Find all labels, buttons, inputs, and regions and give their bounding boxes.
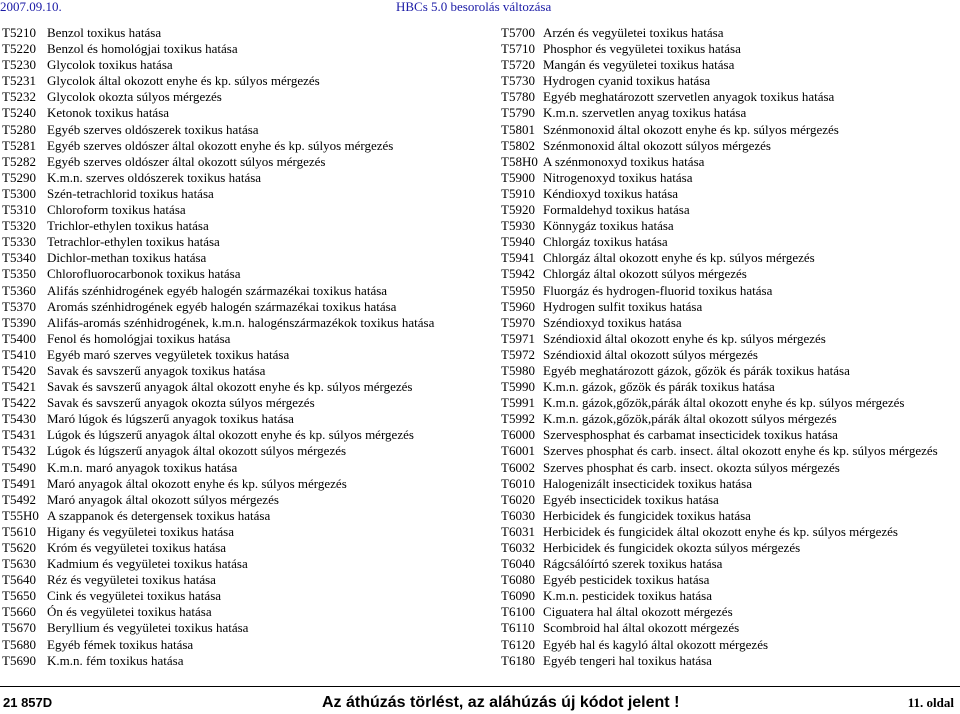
- code-id: T5240: [2, 105, 36, 121]
- code-row: [501, 57, 956, 73]
- code-description: Tetrachlor-ethylen toxikus hatása: [47, 234, 220, 250]
- code-description: Maró anyagok által okozott súlyos mérgezés: [47, 491, 279, 507]
- code-description: Egyéb tengeri hal toxikus hatása: [543, 652, 712, 668]
- code-id: T5972: [501, 346, 535, 362]
- code-description: Glycolok okozta súlyos mérgezés: [47, 89, 222, 105]
- code-description: Széndioxyd toxikus hatása: [543, 314, 682, 330]
- code-id: T5410: [2, 346, 36, 362]
- code-description: Hydrogen cyanid toxikus hatása: [543, 73, 711, 89]
- code-description: Hydrogen sulfit toxikus hatása: [543, 298, 703, 314]
- code-id: T5230: [2, 57, 36, 73]
- code-row: [501, 460, 956, 476]
- code-id: T5980: [501, 362, 535, 378]
- code-id: T5422: [2, 395, 36, 411]
- code-row: [2, 347, 472, 363]
- code-description: Lúgok és lúgszerű anyagok által okozott súlyos mérgezés: [47, 443, 347, 459]
- code-row: [501, 202, 956, 218]
- code-description: K.m.n. gázok,gőzök,párák által okozott enyhe és kp. súlyos mérgezés: [543, 395, 905, 411]
- code-id: T6120: [501, 636, 535, 652]
- code-id: T5432: [2, 443, 36, 459]
- code-row: [2, 105, 472, 121]
- code-row: [2, 73, 472, 89]
- code-description: Maró lúgok és lúgszerű anyagok toxikus hatása: [47, 411, 294, 427]
- code-id: T5930: [501, 218, 535, 234]
- code-row: [2, 427, 472, 443]
- code-id: T5360: [2, 282, 36, 298]
- code-description: Egyéb hal és kagyló által okozott mérgezés: [543, 636, 769, 652]
- code-row: [2, 588, 472, 604]
- code-list-right: [501, 25, 956, 669]
- code-row: [501, 105, 956, 121]
- code-id: T5210: [2, 25, 36, 40]
- code-description: Széndioxid által okozott enyhe és kp. súlyos mérgezés: [543, 330, 826, 346]
- code-row: [501, 427, 956, 443]
- code-description: Kéndioxyd toxikus hatása: [543, 185, 679, 201]
- code-description: Egyéb szerves oldószer által okozott enyhe és kp. súlyos mérgezés: [47, 137, 394, 153]
- code-row: [2, 122, 472, 138]
- code-description: Fluorgáz és hydrogen-fluorid toxikus hatása: [543, 282, 773, 298]
- code-description: Savak és savszerű anyagok által okozott enyhe és kp. súlyos mérgezés: [47, 379, 413, 395]
- code-row: [2, 443, 472, 459]
- code-id: T6000: [501, 427, 535, 443]
- code-id: T6010: [501, 475, 535, 491]
- code-id: T5940: [501, 234, 535, 250]
- code-id: T5920: [501, 202, 535, 218]
- code-description: Szénmonoxid által okozott súlyos mérgezés: [543, 137, 771, 153]
- code-description: Lúgok és lúgszerű anyagok által okozott enyhe és kp. súlyos mérgezés: [47, 427, 414, 443]
- code-row: [501, 122, 956, 138]
- code-id: T6020: [501, 491, 535, 507]
- code-description: Cink és vegyületei toxikus hatása: [47, 588, 222, 604]
- code-row: [2, 637, 472, 653]
- code-row: [2, 395, 472, 411]
- code-description: Szerves phosphat és carb. insect. okozta súlyos mérgezés: [543, 459, 840, 475]
- code-row: [501, 186, 956, 202]
- code-description: Chlorofluorocarbonok toxikus hatása: [47, 266, 241, 282]
- code-row: [2, 299, 472, 315]
- code-description: Rágcsálóírtó szerek toxikus hatása: [543, 556, 723, 572]
- code-row: [2, 492, 472, 508]
- code-description: A szénmonoxyd toxikus hatása: [543, 153, 705, 169]
- code-description: Egyéb fémek toxikus hatása: [47, 636, 194, 652]
- code-row: [501, 234, 956, 250]
- code-row: [501, 524, 956, 540]
- code-description: Herbicidek és fungicidek okozta súlyos mérgezés: [543, 540, 801, 555]
- code-description: Benzol és homológjai toxikus hatása: [47, 41, 238, 57]
- code-description: Aromás szénhidrogének egyéb halogén származékai toxikus hatása: [47, 298, 397, 314]
- code-description: K.m.n. gázok, gőzök és párák toxikus hatása: [543, 379, 775, 395]
- code-description: K.m.n. pesticidek toxikus hatása: [543, 588, 712, 604]
- code-description: Ón és vegyületei toxikus hatása: [47, 604, 212, 620]
- code-id: T6002: [501, 459, 535, 475]
- code-row: [2, 524, 472, 540]
- code-id: T5680: [2, 636, 36, 652]
- code-row: [501, 379, 956, 395]
- code-description: Nitrogenoxyd toxikus hatása: [543, 169, 693, 185]
- code-row: [501, 637, 956, 653]
- code-row: [2, 540, 472, 556]
- code-description: Szerves phosphat és carb. insect. által okozott enyhe és kp. súlyos mérgezés: [543, 443, 938, 459]
- code-row: [2, 89, 472, 105]
- code-id: T5231: [2, 73, 36, 89]
- code-row: [501, 315, 956, 331]
- code-id: T5320: [2, 218, 36, 234]
- code-id: T5491: [2, 475, 36, 491]
- code-id: T6040: [501, 556, 535, 572]
- code-id: T5300: [2, 185, 36, 201]
- code-row: [2, 283, 472, 299]
- code-id: T5330: [2, 234, 36, 250]
- code-description: K.m.n. maró anyagok toxikus hatása: [47, 459, 238, 475]
- code-id: T5620: [2, 540, 36, 555]
- code-description: Savak és savszerű anyagok toxikus hatása: [47, 362, 266, 378]
- code-id: T5490: [2, 459, 36, 475]
- code-description: Benzol toxikus hatása: [47, 25, 162, 40]
- code-row: [501, 154, 956, 170]
- header-date: 2007.09.10.: [0, 0, 62, 14]
- code-row: [501, 620, 956, 636]
- code-row: [501, 347, 956, 363]
- code-id: T5660: [2, 604, 36, 620]
- code-id: T5430: [2, 411, 36, 427]
- code-id: T6030: [501, 507, 535, 523]
- code-row: [2, 41, 472, 57]
- code-description: Mangán és vegyületei toxikus hatása: [543, 57, 735, 73]
- code-id: T5431: [2, 427, 36, 443]
- code-id: T5640: [2, 572, 36, 588]
- code-description: K.m.n. fém toxikus hatása: [47, 652, 184, 668]
- code-id: T5960: [501, 298, 535, 314]
- code-row: [501, 25, 956, 41]
- code-description: Kadmium és vegyületei toxikus hatása: [47, 556, 248, 572]
- code-id: T5730: [501, 73, 535, 89]
- header-title: HBCs 5.0 besorolás változása: [396, 0, 552, 14]
- code-description: Glycolok toxikus hatása: [47, 57, 173, 73]
- code-row: [501, 299, 956, 315]
- code-description: K.m.n. szervetlen anyag toxikus hatása: [543, 105, 747, 121]
- code-row: [501, 540, 956, 556]
- code-description: Formaldehyd toxikus hatása: [543, 202, 690, 218]
- code-id: T6031: [501, 523, 535, 539]
- code-description: Egyéb insecticidek toxikus hatása: [543, 491, 719, 507]
- code-list-left: [2, 25, 472, 669]
- code-id: T5390: [2, 314, 36, 330]
- code-id: T5280: [2, 121, 36, 137]
- code-id: T5400: [2, 330, 36, 346]
- code-description: Egyéb szerves oldószer által okozott súlyos mérgezés: [47, 153, 326, 169]
- code-id: T5720: [501, 57, 535, 73]
- code-row: [2, 331, 472, 347]
- code-id: T6080: [501, 572, 535, 588]
- code-row: [501, 266, 956, 282]
- code-row: [501, 363, 956, 379]
- code-row: [501, 572, 956, 588]
- code-description: Szervesphosphat és carbamat insecticidek toxikus hatása: [543, 427, 838, 443]
- code-row: [501, 250, 956, 266]
- code-id: T5310: [2, 202, 36, 218]
- code-id: T5690: [2, 652, 36, 668]
- code-id: T5780: [501, 89, 535, 105]
- code-row: [501, 138, 956, 154]
- footer-divider: [0, 686, 960, 687]
- code-id: T5630: [2, 556, 36, 572]
- code-id: T5950: [501, 282, 535, 298]
- code-row: [501, 89, 956, 105]
- code-description: Dichlor-methan toxikus hatása: [47, 250, 207, 266]
- code-row: [501, 170, 956, 186]
- code-row: [501, 604, 956, 620]
- code-description: Alifás szénhidrogének egyéb halogén származékai toxikus hatása: [47, 282, 388, 298]
- code-id: T5610: [2, 523, 36, 539]
- code-description: Beryllium és vegyületei toxikus hatása: [47, 620, 249, 636]
- code-row: [501, 283, 956, 299]
- code-row: [501, 395, 956, 411]
- code-row: [2, 460, 472, 476]
- code-row: [2, 25, 472, 41]
- code-description: Széndioxid által okozott súlyos mérgezés: [543, 346, 758, 362]
- code-description: Réz és vegyületei toxikus hatása: [47, 572, 216, 588]
- code-description: Chloroform toxikus hatása: [47, 202, 186, 218]
- code-row: [2, 476, 472, 492]
- code-description: A szappanok és detergensek toxikus hatása: [47, 507, 271, 523]
- code-id: T5421: [2, 379, 36, 395]
- code-description: Egyéb meghatározott szervetlen anyagok toxikus hatása: [543, 89, 835, 105]
- code-id: T5492: [2, 491, 36, 507]
- code-row: [501, 492, 956, 508]
- code-id: T5710: [501, 41, 535, 57]
- code-id: T5340: [2, 250, 36, 266]
- code-id: T5282: [2, 153, 36, 169]
- code-row: [2, 138, 472, 154]
- code-row: [2, 620, 472, 636]
- code-row: [501, 476, 956, 492]
- code-id: T5790: [501, 105, 535, 121]
- code-row: [2, 170, 472, 186]
- code-id: T6180: [501, 652, 535, 668]
- code-id: T5971: [501, 330, 535, 346]
- code-description: Chlorgáz által okozott súlyos mérgezés: [543, 266, 747, 282]
- code-description: Chlorgáz toxikus hatása: [543, 234, 668, 250]
- code-id: T5232: [2, 89, 36, 105]
- code-id: T5281: [2, 137, 36, 153]
- code-row: [2, 57, 472, 73]
- code-row: [501, 41, 956, 57]
- code-id: T5942: [501, 266, 535, 282]
- code-row: [2, 266, 472, 282]
- code-row: [501, 331, 956, 347]
- code-description: Alifás-aromás szénhidrogének, k.m.n. halogénszármazékok toxikus hatása: [47, 314, 435, 330]
- code-description: Egyéb szerves oldószerek toxikus hatása: [47, 121, 259, 137]
- code-description: Chlorgáz által okozott enyhe és kp. súlyos mérgezés: [543, 250, 815, 266]
- code-description: Króm és vegyületei toxikus hatása: [47, 540, 227, 555]
- code-description: Scombroid hal által okozott mérgezés: [543, 620, 740, 636]
- code-description: Szén-tetrachlorid toxikus hatása: [47, 185, 214, 201]
- footer-page-number: 11. oldal: [907, 695, 954, 710]
- code-row: [2, 363, 472, 379]
- code-description: Maró anyagok által okozott enyhe és kp. súlyos mérgezés: [47, 475, 347, 491]
- code-id: T5802: [501, 137, 535, 153]
- code-description: Halogenizált insecticidek toxikus hatása: [543, 475, 753, 491]
- code-id: T58H0: [501, 153, 538, 169]
- code-id: T5700: [501, 25, 535, 40]
- code-row: [2, 379, 472, 395]
- code-description: Arzén és vegyületei toxikus hatása: [543, 25, 724, 40]
- code-id: T6090: [501, 588, 535, 604]
- code-description: Könnygáz toxikus hatása: [543, 218, 674, 234]
- code-id: T5900: [501, 169, 535, 185]
- code-description: K.m.n. szerves oldószerek toxikus hatása: [47, 169, 262, 185]
- code-id: T5990: [501, 379, 535, 395]
- code-description: Herbicidek és fungicidek által okozott enyhe és kp. súlyos mérgezés: [543, 523, 898, 539]
- code-row: [2, 508, 472, 524]
- code-row: [501, 588, 956, 604]
- footer-note: Az áthúzás törlést, az aláhúzás új kódot jelent !: [322, 694, 680, 711]
- code-description: Egyéb meghatározott gázok, gőzök és párák toxikus hatása: [543, 362, 850, 378]
- code-row: [501, 556, 956, 572]
- code-row: [501, 508, 956, 524]
- code-row: [2, 234, 472, 250]
- code-row: [2, 250, 472, 266]
- code-id: T5670: [2, 620, 36, 636]
- code-description: Fenol és homológjai toxikus hatása: [47, 330, 231, 346]
- footer-doc-id: 21 857D: [3, 695, 53, 710]
- code-id: T6110: [501, 620, 535, 636]
- code-id: T6100: [501, 604, 535, 620]
- code-id: T55H0: [2, 507, 39, 523]
- code-row: [501, 73, 956, 89]
- code-description: Higany és vegyületei toxikus hatása: [47, 523, 235, 539]
- code-description: Ketonok toxikus hatása: [47, 105, 170, 121]
- code-id: T5220: [2, 41, 36, 57]
- code-id: T5970: [501, 314, 535, 330]
- code-row: [2, 218, 472, 234]
- code-description: Trichlor-ethylen toxikus hatása: [47, 218, 209, 234]
- code-row: [2, 186, 472, 202]
- code-description: Herbicidek és fungicidek toxikus hatása: [543, 507, 751, 523]
- code-description: Glycolok által okozott enyhe és kp. súlyos mérgezés: [47, 73, 320, 89]
- code-description: Phosphor és vegyületei toxikus hatása: [543, 41, 741, 57]
- code-row: [2, 556, 472, 572]
- code-id: T5801: [501, 121, 535, 137]
- code-id: T5650: [2, 588, 36, 604]
- code-id: T6032: [501, 540, 535, 555]
- code-row: [2, 572, 472, 588]
- code-row: [2, 154, 472, 170]
- code-description: Ciguatera hal által okozott mérgezés: [543, 604, 733, 620]
- code-id: T6001: [501, 443, 535, 459]
- code-row: [2, 411, 472, 427]
- code-id: T5290: [2, 169, 36, 185]
- code-id: T5370: [2, 298, 36, 314]
- code-description: Szénmonoxid által okozott enyhe és kp. súlyos mérgezés: [543, 121, 839, 137]
- code-row: [501, 653, 956, 669]
- code-row: [501, 411, 956, 427]
- code-description: Egyéb maró szerves vegyületek toxikus hatása: [47, 346, 290, 362]
- code-id: T5941: [501, 250, 535, 266]
- code-id: T5350: [2, 266, 36, 282]
- code-description: K.m.n. gázok,gőzök,párák által okozott súlyos mérgezés: [543, 411, 837, 427]
- code-row: [2, 653, 472, 669]
- code-row: [2, 202, 472, 218]
- code-id: T5910: [501, 185, 535, 201]
- code-id: T5420: [2, 362, 36, 378]
- code-description: Savak és savszerű anyagok okozta súlyos mérgezés: [47, 395, 315, 411]
- code-row: [2, 315, 472, 331]
- code-row: [501, 443, 956, 459]
- code-id: T5991: [501, 395, 535, 411]
- code-id: T5992: [501, 411, 535, 427]
- code-row: [501, 218, 956, 234]
- code-description: Egyéb pesticidek toxikus hatása: [543, 572, 710, 588]
- code-row: [2, 604, 472, 620]
